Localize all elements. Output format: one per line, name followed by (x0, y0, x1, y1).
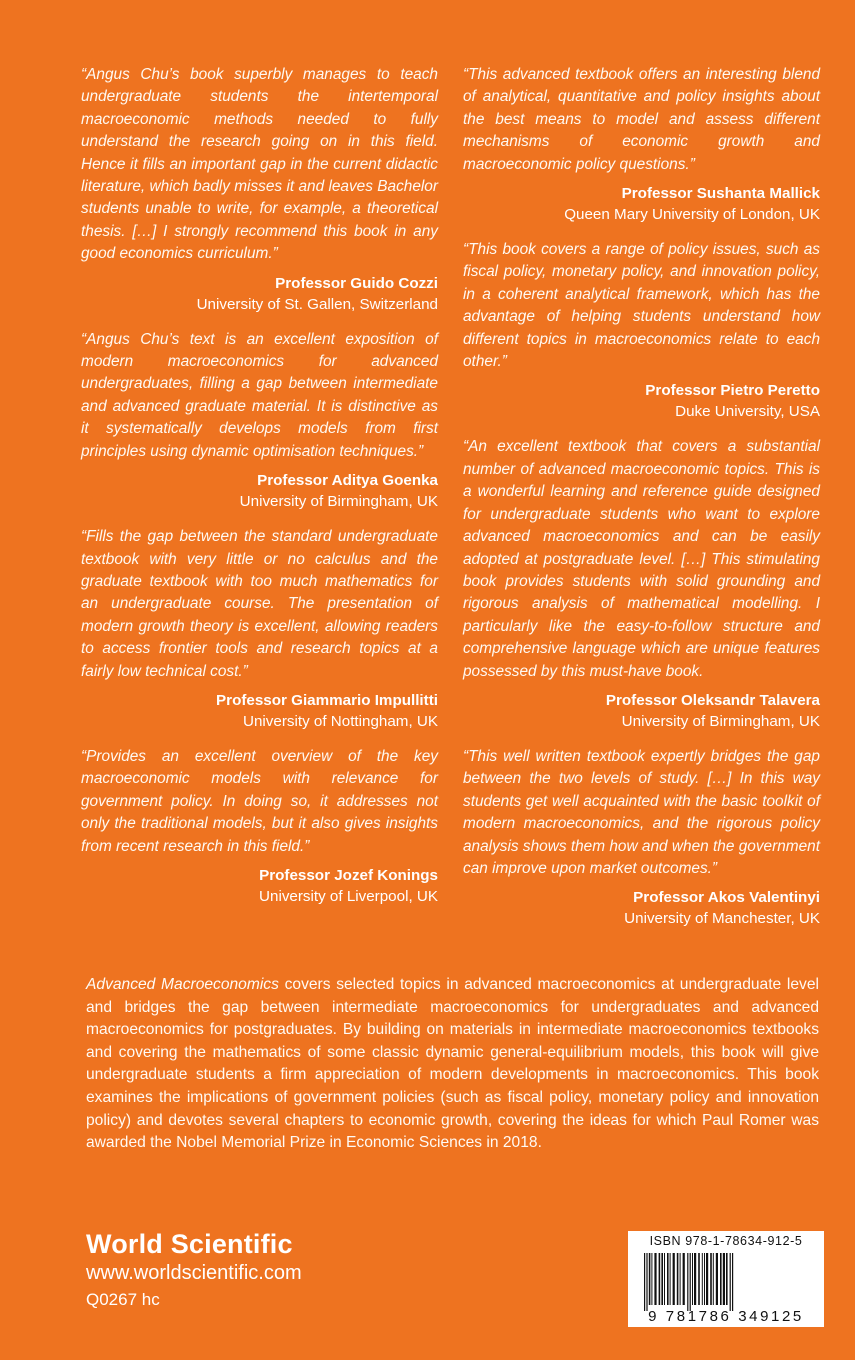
review-attribution (81, 690, 438, 732)
barcode-bar (710, 1253, 712, 1305)
reviewer-name: Professor Akos Valentinyi (633, 889, 820, 907)
barcode-bar (702, 1253, 703, 1305)
review-attribution (81, 470, 438, 512)
publisher-url: www.worldscientific.com (86, 1262, 302, 1284)
barcode-bars (642, 1253, 812, 1311)
reviewer-name: Professor Pietro Peretto (645, 382, 820, 400)
review-attribution (463, 380, 820, 422)
barcode-bar (667, 1253, 669, 1305)
review-quote: “Provides an excellent overview of the key macroeconomic models with relevance for government policy. In doing so, it addresses not only the traditional models, but it also gives insights from recent research in this field.” (81, 747, 438, 855)
book-title: Advanced Macroeconomics (86, 976, 279, 993)
reviewer-affiliation: University of St. Gallen, Switzerland (196, 295, 438, 313)
review (81, 64, 438, 315)
barcode-bar (723, 1253, 725, 1305)
barcode-bar (698, 1253, 700, 1305)
review (463, 436, 820, 731)
review-attribution (81, 273, 438, 315)
review-quote: “This well written textbook expertly bridges the gap between the two levels of study. […] In this way students get well acquainted with the basic toolkit of modern macroeconomics, and the rigorous policy analysis shows them how and when the government can improve upon market outcomes.” (463, 747, 820, 877)
barcode-bar (694, 1253, 696, 1305)
barcode-bar (646, 1253, 647, 1311)
reviewer-affiliation: University of Nottingham, UK (243, 712, 438, 730)
barcode-bar (683, 1253, 685, 1305)
review-quote: “Fills the gap between the standard undergraduate textbook with very little or no calculus and the graduate textbook with too much mathematics for an undergraduate course. The presentation of modern growth theory is excellent, allowing readers to access frontier tools and research topics at a fairly low technical cost.” (81, 528, 438, 680)
publisher-block (86, 1228, 302, 1311)
reviewer-affiliation: Queen Mary University of London, UK (564, 206, 820, 224)
review (463, 746, 820, 929)
reviewer-name: Professor Guido Cozzi (275, 274, 438, 292)
barcode-bar (706, 1253, 708, 1305)
reviewer-affiliation: University of Liverpool, UK (259, 887, 438, 905)
reviewer-name: Professor Giammario Impullitti (216, 691, 438, 709)
reviewer-affiliation: University of Manchester, UK (624, 910, 820, 928)
barcode-bar (692, 1253, 693, 1305)
review-attribution (463, 690, 820, 732)
review-quote: “This advanced textbook offers an interesting blend of analytical, quantitative and policy insights about the best means to model and assess different mechanisms of economic growth and macroeconomic policy questions.” (463, 66, 820, 173)
barcode-bar (713, 1253, 714, 1305)
barcode-bar (661, 1253, 663, 1305)
review-quote: “This book covers a range of policy issues, such as fiscal policy, monetary policy, and innovation policy, in a coherent analytical framework, which has the advantage of helping students understand how different topics in macroeconomics relate to each other.” (463, 241, 820, 371)
barcode-bar (704, 1253, 705, 1305)
reviewer-name: Professor Oleksandr Talavera (605, 691, 820, 709)
barcode-bar (732, 1253, 733, 1311)
barcode-bar (677, 1253, 679, 1305)
reviews-right-column (463, 64, 820, 943)
book-description (86, 974, 819, 1155)
barcode-bar (651, 1253, 652, 1305)
barcode-bar (673, 1253, 675, 1305)
review (81, 526, 438, 732)
review-attribution (81, 865, 438, 907)
product-code: Q0267 hc (86, 1290, 160, 1309)
reviewer-name: Professor Aditya Goenka (257, 472, 438, 490)
barcode-bar (644, 1253, 645, 1311)
reviewer-affiliation: University of Birmingham, UK (239, 493, 438, 511)
barcode-bar (664, 1253, 665, 1305)
publisher-name: World Scientific (86, 1229, 293, 1259)
review (81, 746, 438, 907)
review-quote: “Angus Chu’s text is an excellent exposition of modern macroeconomics for advanced undergraduates, filling a gap between intermediate and advanced graduate material. It is distinctive as it systematically develops models from first principles using dynamic optimisation techniques.” (81, 330, 438, 460)
reviewer-name: Professor Jozef Konings (259, 866, 438, 884)
review (463, 64, 820, 225)
barcode-bar (670, 1253, 671, 1305)
isbn-barcode (628, 1231, 824, 1327)
barcode-bar (730, 1253, 731, 1311)
review-attribution (463, 887, 820, 929)
reviews-left-column (81, 64, 438, 921)
review-attribution (463, 183, 820, 225)
barcode-bar (720, 1253, 722, 1305)
barcode-bar (690, 1253, 691, 1311)
isbn-label: ISBN 978-1-78634-912-5 (649, 1234, 803, 1248)
barcode-bar (716, 1253, 718, 1305)
barcode-bar (649, 1253, 651, 1305)
review-quote: “An excellent textbook that covers a substantial number of advanced macroeconomic topics. This is a wonderful learning and reference guide designed for undergraduate students who want to explore advanced macroeconomics and can be easily adopted at postgraduate level. […] This stimulating book provides students with solid grounding and rigorous analysis of mathematical modelling. I particularly like the easy-to-follow structure and comprehensive language which are unique features possessed by this must-have book. (463, 438, 820, 680)
reviewer-name: Professor Sushanta Mallick (621, 185, 820, 203)
review-quote: “Angus Chu’s book superbly manages to teach undergraduate students the intertemporal macroeconomic methods needed to fully understand the research going on in this field. Hence it fills an important gap in the current didactic literature, which badly misses it and leaves Bachelor students unable to write, for example, a theoretical thesis. […] I strongly recommend this book in any good economics curriculum.” (81, 66, 438, 263)
barcode-bar (687, 1253, 688, 1311)
barcode-number: 9 781786 349125 (648, 1308, 804, 1325)
book-description-text: covers selected topics in advanced macroeconomics at undergraduate level and bridges the gap between intermediate macroeconomics for undergraduates and advanced macroeconomics for postgraduates. By building on materials in intermediate macroeconomics textbooks and covering the mathematics of some classic dynamic general-equilibrium models, this book will give undergraduate students a firm appreciation of modern developments in macroeconomics. This book examines the implications of government policies (such as fiscal policy, monetary policy and innovation policy) and devotes several chapters to economic growth, covering the ideas for which Paul Romer was awarded the Nobel Memorial Prize in Economic Sciences in 2018. (86, 976, 819, 1152)
barcode-bar (726, 1253, 728, 1305)
barcode-bar (654, 1253, 656, 1305)
barcode-bar (680, 1253, 681, 1305)
barcode-bar (659, 1253, 661, 1305)
reviewer-affiliation: Duke University, USA (675, 403, 820, 421)
reviewer-affiliation: University of Birmingham, UK (621, 712, 820, 730)
review (81, 329, 438, 512)
review (463, 239, 820, 422)
